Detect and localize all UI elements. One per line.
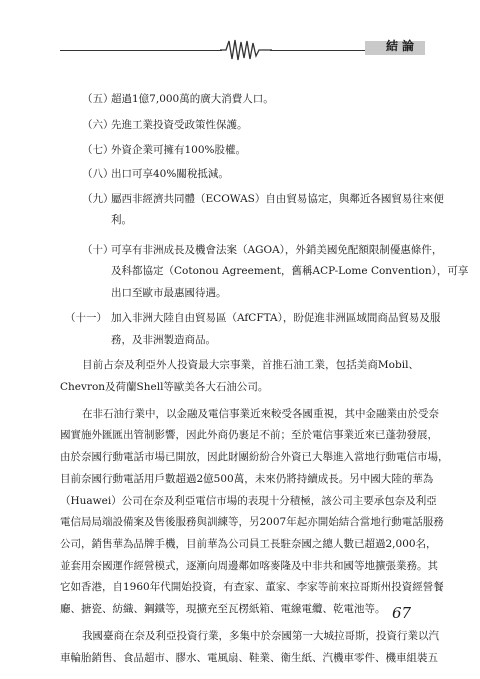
paragraph-line: 並套用奈國運作經營模式，逐漸向周邊鄰如喀麥隆及中非共和國等地擴張業務。其 [60, 560, 438, 572]
page-number: 67 [392, 604, 412, 622]
header-rule-right [270, 50, 365, 51]
paragraph-line: 我國臺商在奈及利亞投資行業，多集中於奈國第一大城拉哥斯，投資行業以汽 [82, 630, 439, 642]
paragraph-line: 目前奈國行動電話用戶數超過2億500萬，未來仍將持續成長。另中國大陸的華為 [60, 473, 434, 485]
list-item-marker: （十） [82, 244, 114, 256]
heartbeat-wave-icon [220, 38, 272, 62]
list-item-line: 超過1億7,000萬的廣大消費人口。 [111, 93, 274, 105]
list-item-marker: （十一） [65, 312, 107, 324]
paragraph-line: 它如香港，自1960年代開始投資，有查家、董家、李家等前來拉哥斯州投資經營餐 [60, 581, 444, 593]
paragraph-line: 廳、搪瓷、紡織、鋼鐵等，現擴充至瓦楞紙箱、電線電纜、乾電池等。 [60, 603, 386, 615]
paragraph-line: 國實施外匯匯出管制影響，因此外商仍裹足不前；至於電信事業近來已蓬勃發展， [60, 429, 438, 441]
list-item-line: 務，及非洲製造商品。 [111, 334, 216, 346]
header-rule-left [60, 50, 222, 51]
paragraph-line: Chevron及荷蘭Shell等歐美各大石油公司。 [60, 381, 269, 393]
paragraph-line: 公司，銷售華為品牌手機，目前華為公司員工長駐奈國之總人數已超過2,000名， [60, 538, 437, 550]
paragraph-line: 由於奈國行動電話市場已開放，因此財團紛紛合外資已大舉進入當地行動電信市場， [60, 451, 449, 463]
chapter-title: 結論 [385, 39, 418, 53]
list-item-line: 出口可享40%關稅抵減。 [111, 168, 229, 180]
list-item-line: 及科都協定（Cotonou Agreement，舊稱ACP-Lome Convention），可享 [111, 265, 469, 277]
list-item-line: 外資企業可擁有100%股權。 [111, 144, 247, 156]
list-item-marker: （六） [82, 119, 114, 131]
list-item-line: 出口至歐市最惠國待遇。 [111, 287, 227, 299]
list-item-line: 可享有非洲成長及機會法案（AGOA），外銷美國免配額限制優惠條件， [111, 244, 443, 256]
list-item-marker: （八） [82, 168, 114, 180]
paragraph-line: 在非石油行業中，以金融及電信事業近來較受各國重視，其中金融業由於受奈 [82, 408, 439, 420]
list-item-line: 利。 [111, 214, 132, 226]
list-item-line: 先進工業投資受政策性保護。 [111, 119, 248, 131]
paragraph-line: 目前占奈及利亞外人投資最大宗事業，首推石油工業，包括美商Mobil、 [82, 359, 419, 371]
paragraph-line: （Huawei）公司在奈及利亞電信市場的表現十分積極，該公司主要承包奈及利亞 [60, 495, 437, 507]
paragraph-line: 電信局局端設備案及售後服務與訓練等，另2007年起亦開始結合當地行動電話服務 [60, 516, 444, 528]
list-item-marker: （五） [82, 93, 114, 105]
list-item-marker: （七） [82, 144, 114, 156]
list-item-line: 屬西非經濟共同體（ECOWAS）自由貿易協定，與鄰近各國貿易往來便 [111, 193, 444, 205]
list-item-marker: （九） [82, 193, 114, 205]
paragraph-line: 車輪胎銷售、食品超市、膠水、電風扇、鞋業、衛生紙、汽機車零件、機車組裝五 [60, 652, 438, 664]
list-item-line: 加入非洲大陸自由貿易區（AfCFTA），盼促進非洲區域間商品貿易及服 [111, 312, 441, 324]
